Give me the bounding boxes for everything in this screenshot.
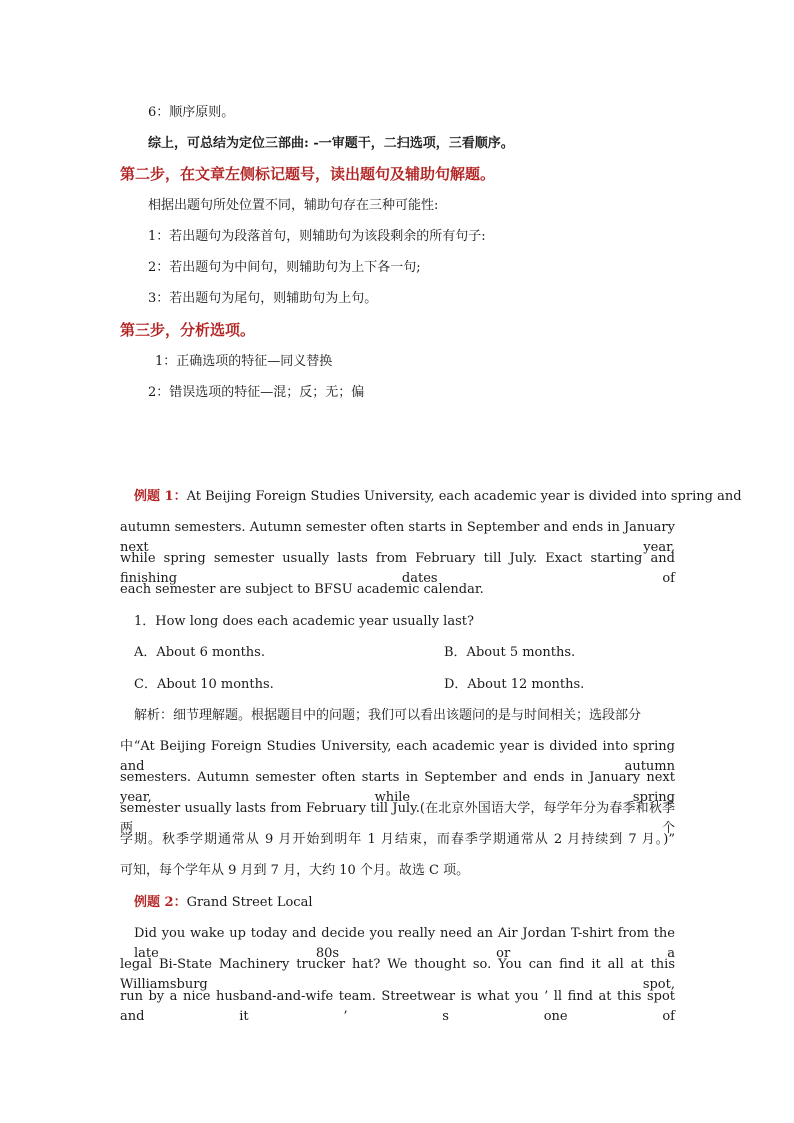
example-1-option-b: B．About 5 months. <box>444 645 576 660</box>
summary-line: 综上，可总结为定位三部曲: -一审题干，二扫选项，三看顺序。 <box>148 136 514 151</box>
example-2-text-2: legal Bi-State Machinery trucker hat? We thought so. You can find it all at this Williamsburg spot, <box>120 957 675 992</box>
step-3-heading: 第三步，分析选项。 <box>120 321 256 339</box>
step-3-item-2: 2：错误选项的特征—混；反；无；偏 <box>148 385 365 400</box>
example-2-label: 例题 2： <box>134 895 187 910</box>
example-1-analysis-6: 可知，每个学年从 9 月到 7 月，大约 10 个月。故选 C 项。 <box>120 863 470 878</box>
example-1-text-1: At Beijing Foreign Studies University, each academic year is divided into spring and <box>186 489 742 504</box>
example-1-analysis-4: semester usually lasts from February till July.(在北京外国语大学，每学年分为春季和秋季两个 <box>120 801 675 836</box>
principle-6: 6：顺序原则。 <box>148 105 235 120</box>
step-2-item-2: 2：若出题句为中间句，则辅助句为上下各一句; <box>148 260 421 275</box>
example-2-text-1: Did you wake up today and decide you really need an Air Jordan T-shirt from the late 80s or a <box>134 926 675 961</box>
example-1-analysis-2: 中“At Beijing Foreign Studies University, each academic year is divided into spring and autumn <box>120 739 675 774</box>
step-2-intro: 相据出题句所处位置不同，辅助句存在三种可能性: <box>148 198 439 213</box>
example-1-text-3: while spring semester usually lasts from February till July. Exact starting and finishing dates of <box>120 551 675 586</box>
example-1-analysis-3: semesters. Autumn semester often starts in September and ends in January next year, while spring <box>120 770 675 805</box>
step-2-item-3: 3：若出题句为尾句，则辅助句为上句。 <box>148 291 378 306</box>
step-2-heading: 第二步，在文章左侧标记题号，读出题句及辅助句解题。 <box>120 165 496 183</box>
step-2-item-1: 1：若出题句为段落首句，则辅助句为该段剩余的所有句子: <box>148 229 486 244</box>
example-1-question: 1．How long does each academic year usually last? <box>134 614 474 629</box>
step-3-item-1: 1：正确选项的特征—同义替换 <box>155 354 333 369</box>
example-1-analysis-1: 解析：细节理解题。根据题目中的问题；我们可以看出该题问的是与时间相关；选段部分 <box>134 708 642 723</box>
example-2-heading <box>134 893 675 913</box>
example-1-text-2: autumn semesters. Autumn semester often starts in September and ends in January next year, <box>120 520 675 555</box>
example-2-title: Grand Street Local <box>186 895 313 910</box>
example-1-label: 例题 1： <box>134 489 187 504</box>
example-1-option-d: D．About 12 months. <box>444 677 585 692</box>
example-2-text-3: run by a nice husband-and-wife team. Streetwear is what you ’ ll find at this spot and it ’ s one of <box>120 989 675 1024</box>
example-1-option-a: A．About 6 months. <box>134 645 265 660</box>
example-1-text-4: each semester are subject to BFSU academic calendar. <box>120 582 484 597</box>
example-1-option-c: C．About 10 months. <box>134 677 274 692</box>
example-1-analysis-5: 学期。秋季学期通常从 9 月开始到明年 1 月结束，而春季学期通常从 2 月持续到 7 月。)” <box>120 832 675 847</box>
example-1-first-line <box>134 487 742 507</box>
